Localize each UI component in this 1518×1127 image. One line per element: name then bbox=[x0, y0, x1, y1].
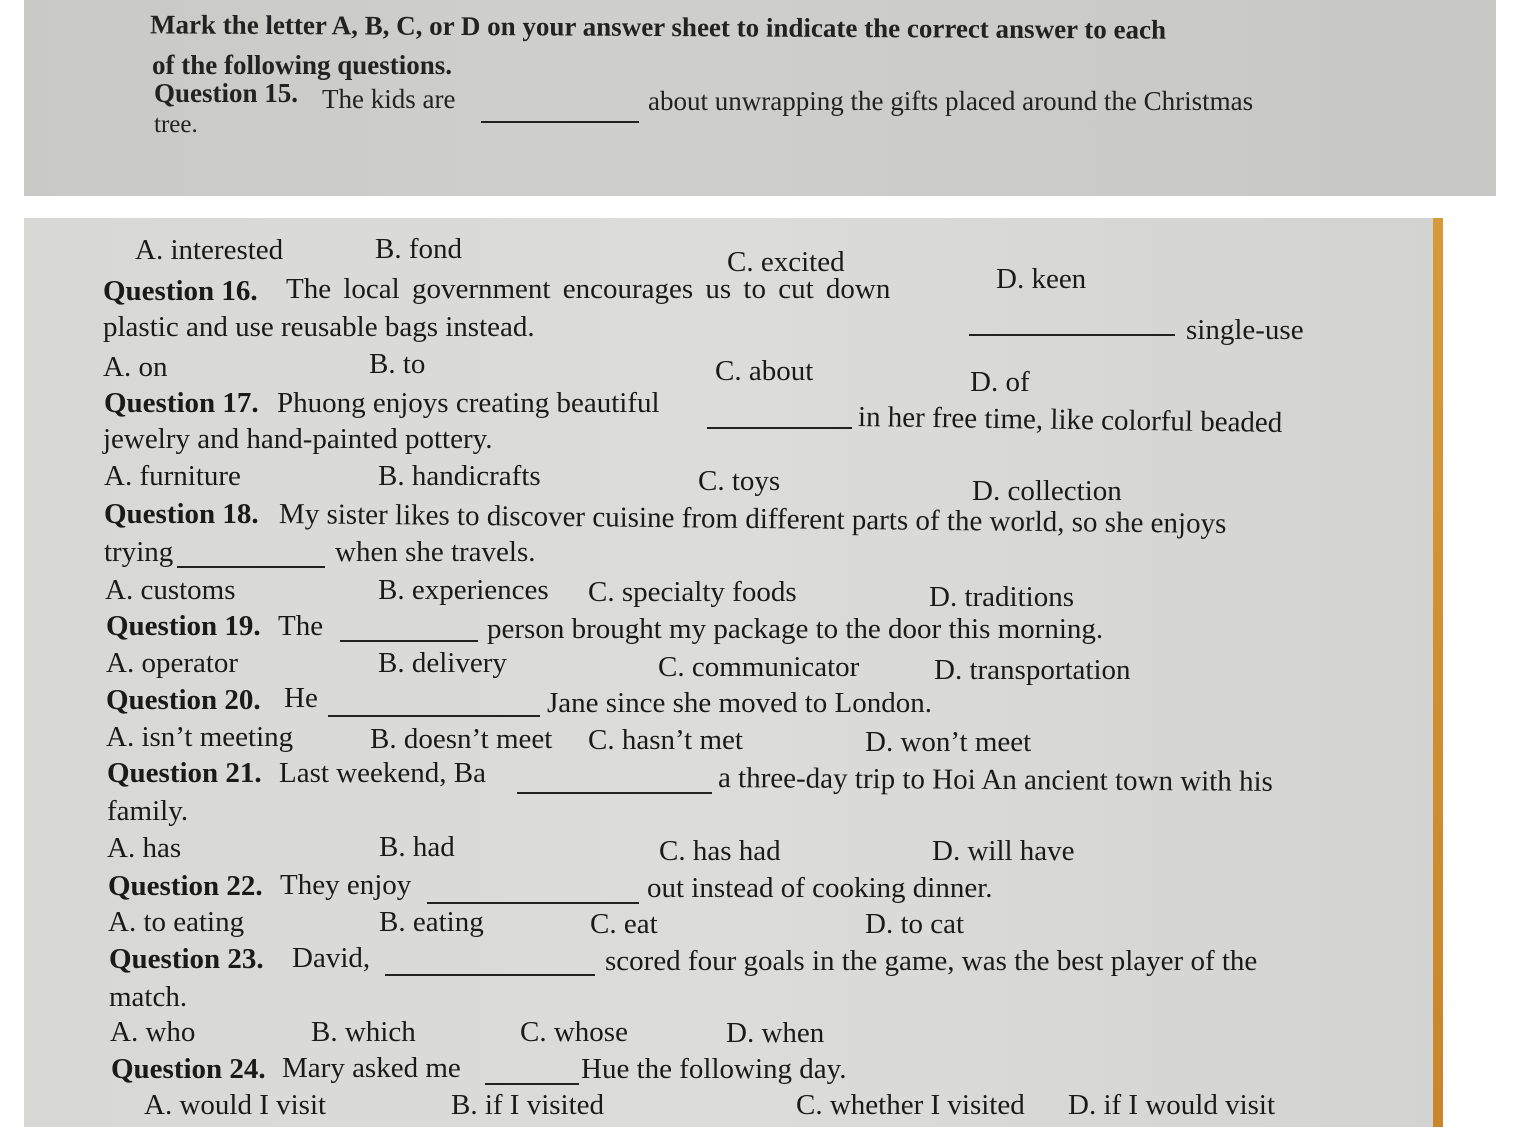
q17-label: Question 17. bbox=[104, 387, 259, 419]
q15-stem-2: about unwrapping the gifts placed around the Christmas bbox=[648, 86, 1254, 116]
q23-blank bbox=[385, 974, 595, 976]
q15-blank bbox=[481, 121, 639, 123]
q18-stem-2: trying bbox=[104, 536, 174, 568]
q19-stem-1: The bbox=[278, 610, 324, 642]
q17-blank bbox=[707, 427, 852, 429]
q23-option-a: A. who bbox=[110, 1016, 196, 1048]
q21-blank bbox=[517, 792, 712, 794]
q19-label: Question 19. bbox=[106, 610, 261, 642]
instruction-line-1: Mark the letter A, B, C, or D on your answer sheet to indicate the correct answer to each bbox=[149, 9, 1167, 45]
q24-option-c: C. whether I visited bbox=[796, 1089, 1025, 1121]
q24-stem-1: Mary asked me bbox=[282, 1052, 461, 1084]
photo-edge bbox=[1433, 218, 1443, 1127]
instruction-line-2: of the following questions. bbox=[152, 50, 453, 80]
q17-stem-2: in her free time, like colorful beaded bbox=[857, 401, 1283, 439]
q21-stem-3: family. bbox=[107, 795, 189, 827]
q23-stem-3: match. bbox=[109, 981, 188, 1013]
q15-option-b: B. fond bbox=[375, 233, 462, 265]
q19-stem-2: person brought my package to the door this morning. bbox=[487, 613, 1104, 645]
q21-label: Question 21. bbox=[107, 757, 262, 789]
q24-blank bbox=[485, 1083, 579, 1085]
q22-blank bbox=[427, 902, 639, 904]
q24-option-b: B. if I visited bbox=[451, 1089, 605, 1121]
q22-option-b: B. eating bbox=[379, 906, 484, 938]
q16-stem-1: The local government encourages us to cut down bbox=[286, 273, 891, 305]
q21-option-a: A. has bbox=[107, 832, 182, 864]
q18-option-b: B. experiences bbox=[378, 574, 549, 606]
q18-blank bbox=[177, 566, 325, 568]
q16-stem-3: plastic and use reusable bags instead. bbox=[103, 311, 535, 343]
q22-option-c: C. eat bbox=[590, 908, 658, 940]
q16-option-a: A. on bbox=[103, 351, 168, 383]
q17-stem-3: jewelry and hand-painted pottery. bbox=[103, 423, 493, 455]
q18-label: Question 18. bbox=[104, 498, 259, 530]
q22-stem-2: out instead of cooking dinner. bbox=[647, 872, 993, 904]
q16-option-b: B. to bbox=[369, 348, 426, 380]
q17-option-b: B. handicrafts bbox=[378, 460, 541, 492]
q21-option-c: C. has had bbox=[659, 835, 781, 867]
q20-label: Question 20. bbox=[106, 684, 261, 716]
q22-stem-1: They enjoy bbox=[280, 869, 412, 901]
q19-option-c: C. communicator bbox=[658, 651, 860, 683]
q19-blank bbox=[340, 640, 478, 642]
q23-option-b: B. which bbox=[311, 1016, 416, 1048]
q23-stem-2: scored four goals in the game, was the best player of the bbox=[605, 945, 1258, 977]
q20-option-c: C. hasn’t met bbox=[588, 724, 743, 756]
q22-label: Question 22. bbox=[108, 870, 263, 902]
q20-option-d: D. won’t meet bbox=[865, 726, 1032, 758]
q16-label: Question 16. bbox=[103, 275, 258, 307]
q21-option-d: D. will have bbox=[932, 835, 1075, 867]
q17-option-c: C. toys bbox=[698, 465, 781, 497]
q18-option-a: A. customs bbox=[105, 574, 236, 606]
q16-stem-2: single-use bbox=[1186, 314, 1304, 346]
q16-blank bbox=[969, 334, 1175, 336]
q19-option-d: D. transportation bbox=[934, 654, 1131, 686]
q16-option-c: C. about bbox=[715, 355, 814, 387]
q15-label: Question 15. bbox=[154, 78, 299, 108]
q22-option-d: D. to cat bbox=[865, 908, 965, 940]
q23-stem-1: David, bbox=[292, 942, 371, 974]
q18-stem-1: My sister likes to discover cuisine from different parts of the world, so she enjoys bbox=[278, 498, 1227, 540]
q22-option-a: A. to eating bbox=[108, 906, 245, 938]
q24-option-a: A. would I visit bbox=[144, 1089, 327, 1121]
q21-stem-2: a three-day trip to Hoi An ancient town with his bbox=[717, 762, 1274, 798]
q17-stem-1: Phuong enjoys creating beautiful bbox=[277, 387, 660, 419]
q15-option-a: A. interested bbox=[135, 234, 284, 266]
q20-stem-1: He bbox=[284, 682, 318, 714]
q16-option-d: D. of bbox=[970, 366, 1030, 398]
q15-option-c: C. excited bbox=[727, 246, 845, 278]
q17-option-d: D. collection bbox=[972, 475, 1122, 507]
q23-option-d: D. when bbox=[726, 1017, 825, 1049]
q20-blank bbox=[328, 715, 540, 717]
q19-option-b: B. delivery bbox=[378, 647, 507, 679]
q15-stem-3: tree. bbox=[154, 111, 198, 138]
q20-option-b: B. doesn’t meet bbox=[370, 723, 553, 755]
q15-stem-1: The kids are bbox=[322, 84, 456, 114]
q18-option-d: D. traditions bbox=[929, 581, 1074, 613]
q19-option-a: A. operator bbox=[106, 647, 239, 679]
q18-stem-3: when she travels. bbox=[335, 536, 536, 568]
q24-label: Question 24. bbox=[111, 1053, 266, 1085]
q23-label: Question 23. bbox=[109, 943, 264, 975]
q24-option-d: D. if I would visit bbox=[1068, 1089, 1276, 1121]
q17-option-a: A. furniture bbox=[104, 460, 241, 492]
q15-option-d: D. keen bbox=[996, 263, 1087, 295]
q24-stem-2: Hue the following day. bbox=[581, 1053, 847, 1085]
q21-option-b: B. had bbox=[379, 831, 455, 863]
q20-option-a: A. isn’t meeting bbox=[106, 721, 294, 753]
q23-option-c: C. whose bbox=[520, 1016, 628, 1048]
q21-stem-1: Last weekend, Ba bbox=[279, 757, 486, 789]
q20-stem-2: Jane since she moved to London. bbox=[547, 687, 932, 719]
q18-option-c: C. specialty foods bbox=[588, 576, 797, 608]
